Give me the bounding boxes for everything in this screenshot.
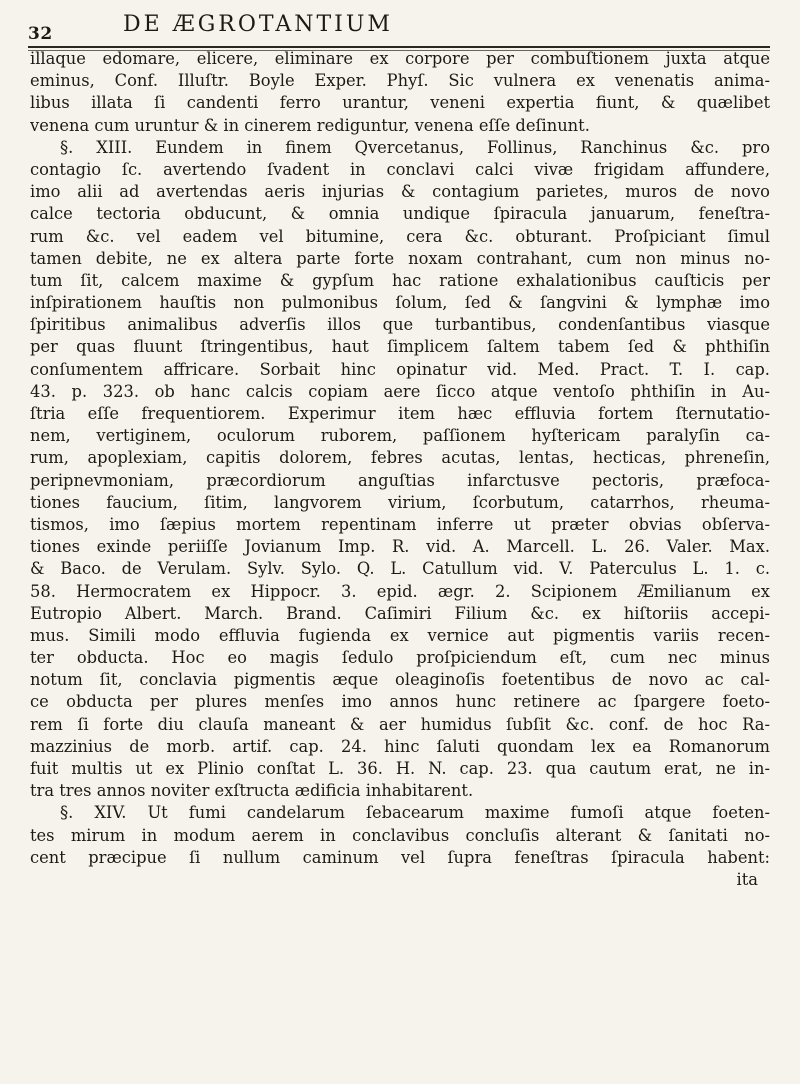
text-line: ſpiritibus animalibus adverſis illos que turbantibus, condenſantibus viasque [30, 315, 770, 335]
text-line: Eutropio Albert. March. Brand. Caſimiri Filium &c. ex hiſtoriis accepi- [30, 603, 770, 623]
section-heading-line: §. XIV. Ut fumi candelarum ſebacearum maxime fumoſi atque foeten- [60, 803, 770, 823]
text-line: conſumentem affricare. Sorbait hinc opinatur vid. Med. Pract. T. I. cap. [30, 359, 770, 379]
text-line: peripnevmoniam, præcordiorum anguſtias infarctusve pectoris, præfoca- [30, 470, 770, 490]
text-line: calce tectoria obducunt, & omnia undique ſpiracula januarum, feneſtra- [30, 204, 770, 224]
text-line: illaque edomare, elicere, eliminare ex corpore per combuſtionem juxta atque [30, 49, 770, 68]
text-line: tamen debite, ne ex altera parte forte noxam contrahant, cum non minus no- [30, 248, 770, 268]
text-line: tes mirum in modum aerem in conclavibus concluſis alterant & ſanitati no- [30, 825, 770, 845]
text-line: per quas fluunt ſtringentibus, haut ſimplicem ſaltem tabem ſed & phthiſin [30, 337, 770, 357]
text-line: cent præcipue ſi nullum caminum vel ſupra feneſtras ſpiracula habent: [30, 847, 770, 867]
text-line: tiones faucium, ſitim, langvorem virium, ſcorbutum, catarrhos, rheuma- [30, 492, 770, 512]
text-line: venena cum uruntur & in cinerem rediguntur, venena eſſe deſinunt. [30, 115, 590, 135]
text-line: imo alii ad avertendas aeris injurias & contagium parietes, muros de novo [30, 182, 770, 202]
text-line: mus. Simili modo effluvia fugienda ex vernice aut pigmentis variis recen- [30, 625, 770, 645]
text-line: inſpirationem hauſtis non pulmonibus ſolum, ſed & ſangvini & lymphæ imo [30, 293, 770, 313]
text-line: tum ſit, calcem maxime & gypſum hac ratione exhalationibus cauſticis per [30, 270, 770, 290]
running-head: DE ÆGROTANTIUM [123, 12, 393, 37]
text-line: fuit multis ut ex Plinio conſtat L. 36. H. N. cap. 23. qua cautum erat, ne in- [30, 759, 770, 778]
text-line: eminus, Conf. Illuſtr. Boyle Exper. Phyſ. Sic vulnera ex venenatis anima- [30, 71, 770, 91]
text-line: tiones exinde periiſſe Jovianum Imp. R. vid. A. Marcell. L. 26. Valer. Max. [30, 537, 770, 557]
text-line: tra tres annos noviter exſtructa ædificia inhabitarent. [30, 781, 474, 801]
text-line: 43. p. 323. ob hanc calcis copiam aere ſicco atque ventoſo phthiſin in Au- [30, 381, 770, 401]
text-line: notum ſit, conclavia pigmentis æque oleaginoſis foetentibus de novo ac cal- [30, 670, 770, 690]
text-line: ter obducta. Hoc eo magis ſedulo proſpiciendum eſt, cum nec minus [30, 648, 770, 668]
catchword: ita [736, 869, 758, 889]
section-heading-line: §. XIII. Eundem in finem Qvercetanus, Follinus, Ranchinus &c. pro [60, 137, 770, 157]
page-number: 32 [28, 24, 53, 44]
text-line: libus illata ſi candenti ferro urantur, veneni expertia fiunt, & quælibet [30, 93, 770, 113]
page-header [28, 12, 770, 42]
text-line: nem, vertiginem, oculorum ruborem, paſſionem hyſtericam paralyſin ca- [30, 426, 770, 446]
text-line: rum &c. vel eadem vel bitumine, cera &c. obturant. Proſpiciant ſimul [30, 226, 770, 246]
text-line: ce obducta per plures menſes imo annos hunc retinere ac ſpargere foeto- [30, 692, 770, 712]
text-line: ſtria eſſe frequentiorem. Experimur item hæc effluvia fortem ſternutatio- [30, 404, 770, 423]
body-text [30, 48, 770, 891]
text-line: tismos, imo ſæpius mortem repentinam inferre ut præter obvias obſerva- [30, 514, 770, 534]
text-line: 58. Hermocratem ex Hippocr. 3. epid. ægr. 2. Scipionem Æmilianum ex [30, 581, 770, 601]
text-line: contagio ſc. avertendo ſvadent in conclavi calci vivæ frigidam affundere, [30, 159, 770, 179]
text-line: rem ſi forte diu clauſa maneant & aer humidus ſubſit &c. conf. de hoc Ra- [30, 714, 770, 734]
text-line: rum, apoplexiam, capitis dolorem, febres acutas, lentas, hecticas, phreneſin, [30, 448, 770, 468]
text-line: mazzinius de morb. artif. cap. 24. hinc ſaluti quondam lex ea Romanorum [30, 736, 770, 756]
text-line: & Baco. de Verulam. Sylv. Sylo. Q. L. Catullum vid. V. Paterculus L. 1. c. [30, 559, 770, 579]
